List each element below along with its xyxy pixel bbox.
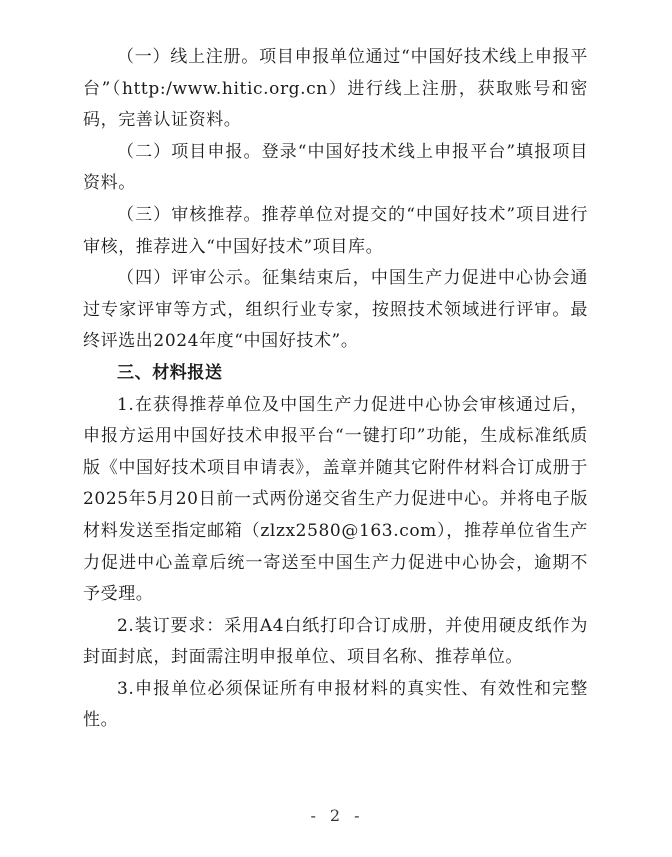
section-project-application xyxy=(83,137,588,200)
item-binding-requirements: 2.装订要求：采用A4白纸打印合订成册，并使用硬皮纸作为封面封底，封面需注明申报单位、项目名称、推荐单位。 xyxy=(83,615,588,668)
section-text: 登录“中国好技术线上申报平台”填报项目资料。 xyxy=(83,141,588,194)
page-dash-left: - xyxy=(310,806,318,825)
section-text: 推荐单位对提交的“中国好技术”项目进行审核，推荐进入“中国好技术”项目库。 xyxy=(83,204,588,257)
section-label: （四）评审公示。 xyxy=(117,268,263,289)
section-text: 征集结束后，中国生产力促进中心协会通过专家评审等方式，组织行业专家，按照技术领域进行评审。最终评选出2024年度“中国好技术”。 xyxy=(83,268,588,352)
section-label: （一）线上注册。 xyxy=(117,47,260,67)
section-online-registration xyxy=(83,42,588,137)
section-text: 项目申报单位通过“中国好技术线上申报平台”（http:/www.hitic.org.cn）进行线上注册，获取账号和密码，完善认证资料。 xyxy=(83,47,588,131)
page-dash-right: - xyxy=(354,806,362,825)
section-review-recommendation xyxy=(83,200,588,263)
section-label: （二）项目申报。 xyxy=(117,141,262,162)
item-authenticity-guarantee: 3.申报单位必须保证所有申报材料的真实性、有效性和完整性。 xyxy=(83,678,588,731)
page-number xyxy=(0,806,672,825)
section-label: （三）审核推荐。 xyxy=(117,204,262,225)
item-submission-procedure: 1.在获得推荐单位及中国生产力促进中心协会审核通过后，申报方运用中国好技术申报平台“一键打印”功能，生成标准纸质版《中国好技术项目申请表》，盖章并随其它附件材料合订成册于2025年5月20日前一式两份递交省生产力促进中心。并将电子版材料发送至指定邮箱（zlzx2580@163.com），推荐单位省生产力促进中心盖章后统一寄送至中国生产力促进中心协会，逾期不予受理。 xyxy=(83,394,588,605)
page-number-value: 2 xyxy=(329,806,343,825)
heading-material-submission: 三、材料报送 xyxy=(117,362,223,383)
document-body xyxy=(83,42,588,737)
section-evaluation-publicity xyxy=(83,263,588,358)
